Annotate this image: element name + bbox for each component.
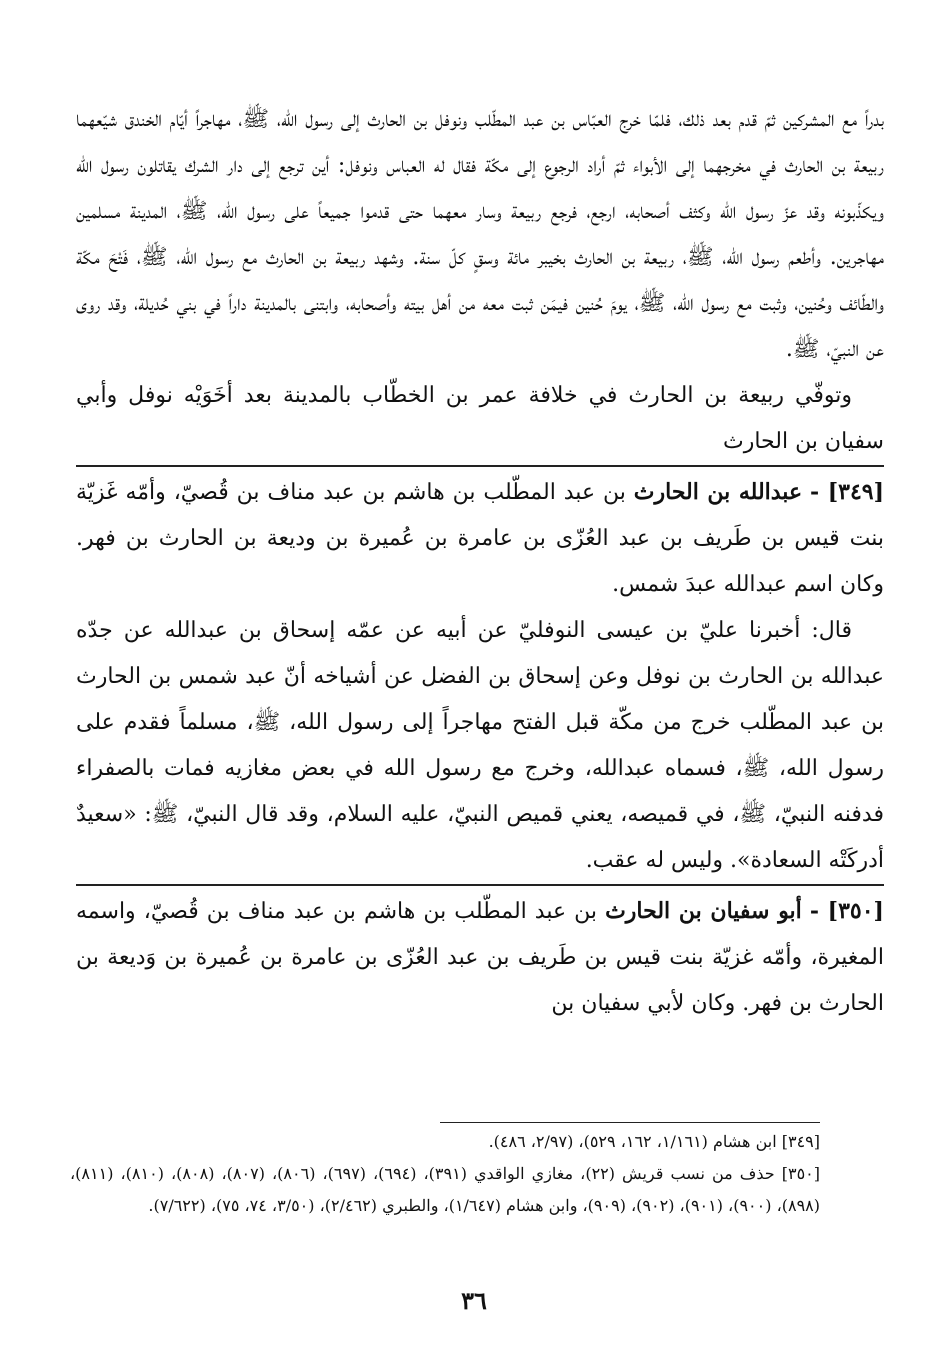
entry-heading: أبو سفيان بن الحارث bbox=[605, 898, 802, 924]
entry-heading: عبدالله بن الحارث bbox=[633, 479, 803, 505]
entry-number: [٣٤٩] - bbox=[810, 479, 884, 505]
footnote-divider bbox=[440, 1122, 820, 1123]
footnote-350: [٣٥٠] حذف من نسب قريش (٢٢)، مغازي الواقدي (٣٩١)، (٦٩٤)، (٦٩٧)، (٨٠٦)، (٨٠٧)، (٨٠٨)، (٨١٠)، (٨١١)، (٨٩٨)، (٩٠٠)، (٩٠١)، (٩٠٢)، (٩٠٩)، وابن هشام (١/٦٤٧)، والطبري (٢/٤٦٢)، (٣/٥٠، ٧٤، ٧٥)، (٧/٦٢٢). bbox=[70, 1164, 821, 1215]
paragraph-rabia-death: وتوفّي ربيعة بن الحارث في خلافة عمر بن الخطّاب بالمدينة بعد أخَوَيْه نوفل وأبي سفيان بن الحارث bbox=[76, 383, 884, 454]
entry-lineage: بن عبد المطّلب بن هاشم بن عبد مناف بن قُصيّ، وأمّه غَزيّة بنت قيس بن طَريف بن عبد العُزّى بن عامرة بن عُميرة بن وديعة بن الحارث بن فهر. وكان اسم عبدالله عبدَ شمس. bbox=[76, 480, 884, 597]
entry-349 bbox=[76, 465, 884, 608]
footnote-349: [٣٤٩] ابن هشام (١/١٦١، ١٦٢، ٥٢٩)، (٢/٩٧، ٤٨٦). bbox=[488, 1132, 820, 1151]
entry-number: [٣٥٠] - bbox=[809, 898, 884, 924]
entry-lineage: بن عبد المطّلب بن هاشم بن عبد مناف بن قُصيّ، واسمه المغيرة، وأمّه غزيّة بنت قيس بن طَريف بن عبد العُزّى بن عامرة بن عُميرة بن وَديعة بن الحارث بن فهر. وكان لأبي سفيان بن bbox=[76, 899, 884, 1016]
paragraph-rabia-biography: بدراً مع المشركين ثمّ قدم بعد ذلك، فلمّا خرج العبّاس بن عبد المطّلب ونوفل بن الحارث إلى رسول الله، ﷺ، مهاجراً أيّام الخندق شيّعهما ربيعة بن الحارث في مخرجهما إلى الأبواء ثمّ أراد الرجوع إلى مكّة فقال له العباس ونوفل: أين ترجع إلى دار الشرك يقاتلون رسول الله ويكذّبونه وقد عزّ رسول الله وكثف أصحابه، ارجع، فرجع ربيعة وسار معهما حتى قدموا جميعاً على رسول الله، ﷺ، المدينة مسلمين مهاجرين. وأطعم رسول الله، ﷺ، ربيعة بن الحارث بخيبر مائة وسقٍ كلّ سنة. وشهد ربيعة بن الحارث مع رسول الله، ﷺ، فَتْحَ مكّة والطّائف وحُنين، وثبت مع رسول الله، ﷺ، يومَ حُنين فيمَن ثبت معه من أهل بيته وأصحابه، وابتنى بالمدينة داراً في بني حُديلة، وقد روى عن النبيّ، ﷺ. bbox=[76, 107, 884, 362]
paragraph-abdullah-narration: قال: أخبرنا عليّ بن عيسى النوفليّ عن أبيه عن عمّه إسحاق بن عبدالله عن جدّه عبدالله بن الحارث بن نوفل وعن إسحاق بن الفضل عن أشياخه أنّ عبد شمس بن الحارث بن عبد المطّلب خرج من مكّة قبل الفتح مهاجراً إلى رسول الله، ﷺ، مسلماً فقدم على رسول الله، ﷺ، فسماه عبدالله، وخرج مع رسول الله في بعض مغازيه فمات بالصفراء فدفنه النبيّ، ﷺ، في قميصه، يعني قميص النبيّ، عليه السلام، وقد قال النبيّ، ﷺ: «سعيدٌ أدركَتْه السعادة». وليس له عقب. bbox=[76, 618, 884, 873]
main-text bbox=[76, 97, 884, 1027]
page-number: ٣٦ bbox=[461, 1286, 487, 1315]
footnotes bbox=[70, 1126, 820, 1222]
entry-350 bbox=[76, 884, 884, 1027]
